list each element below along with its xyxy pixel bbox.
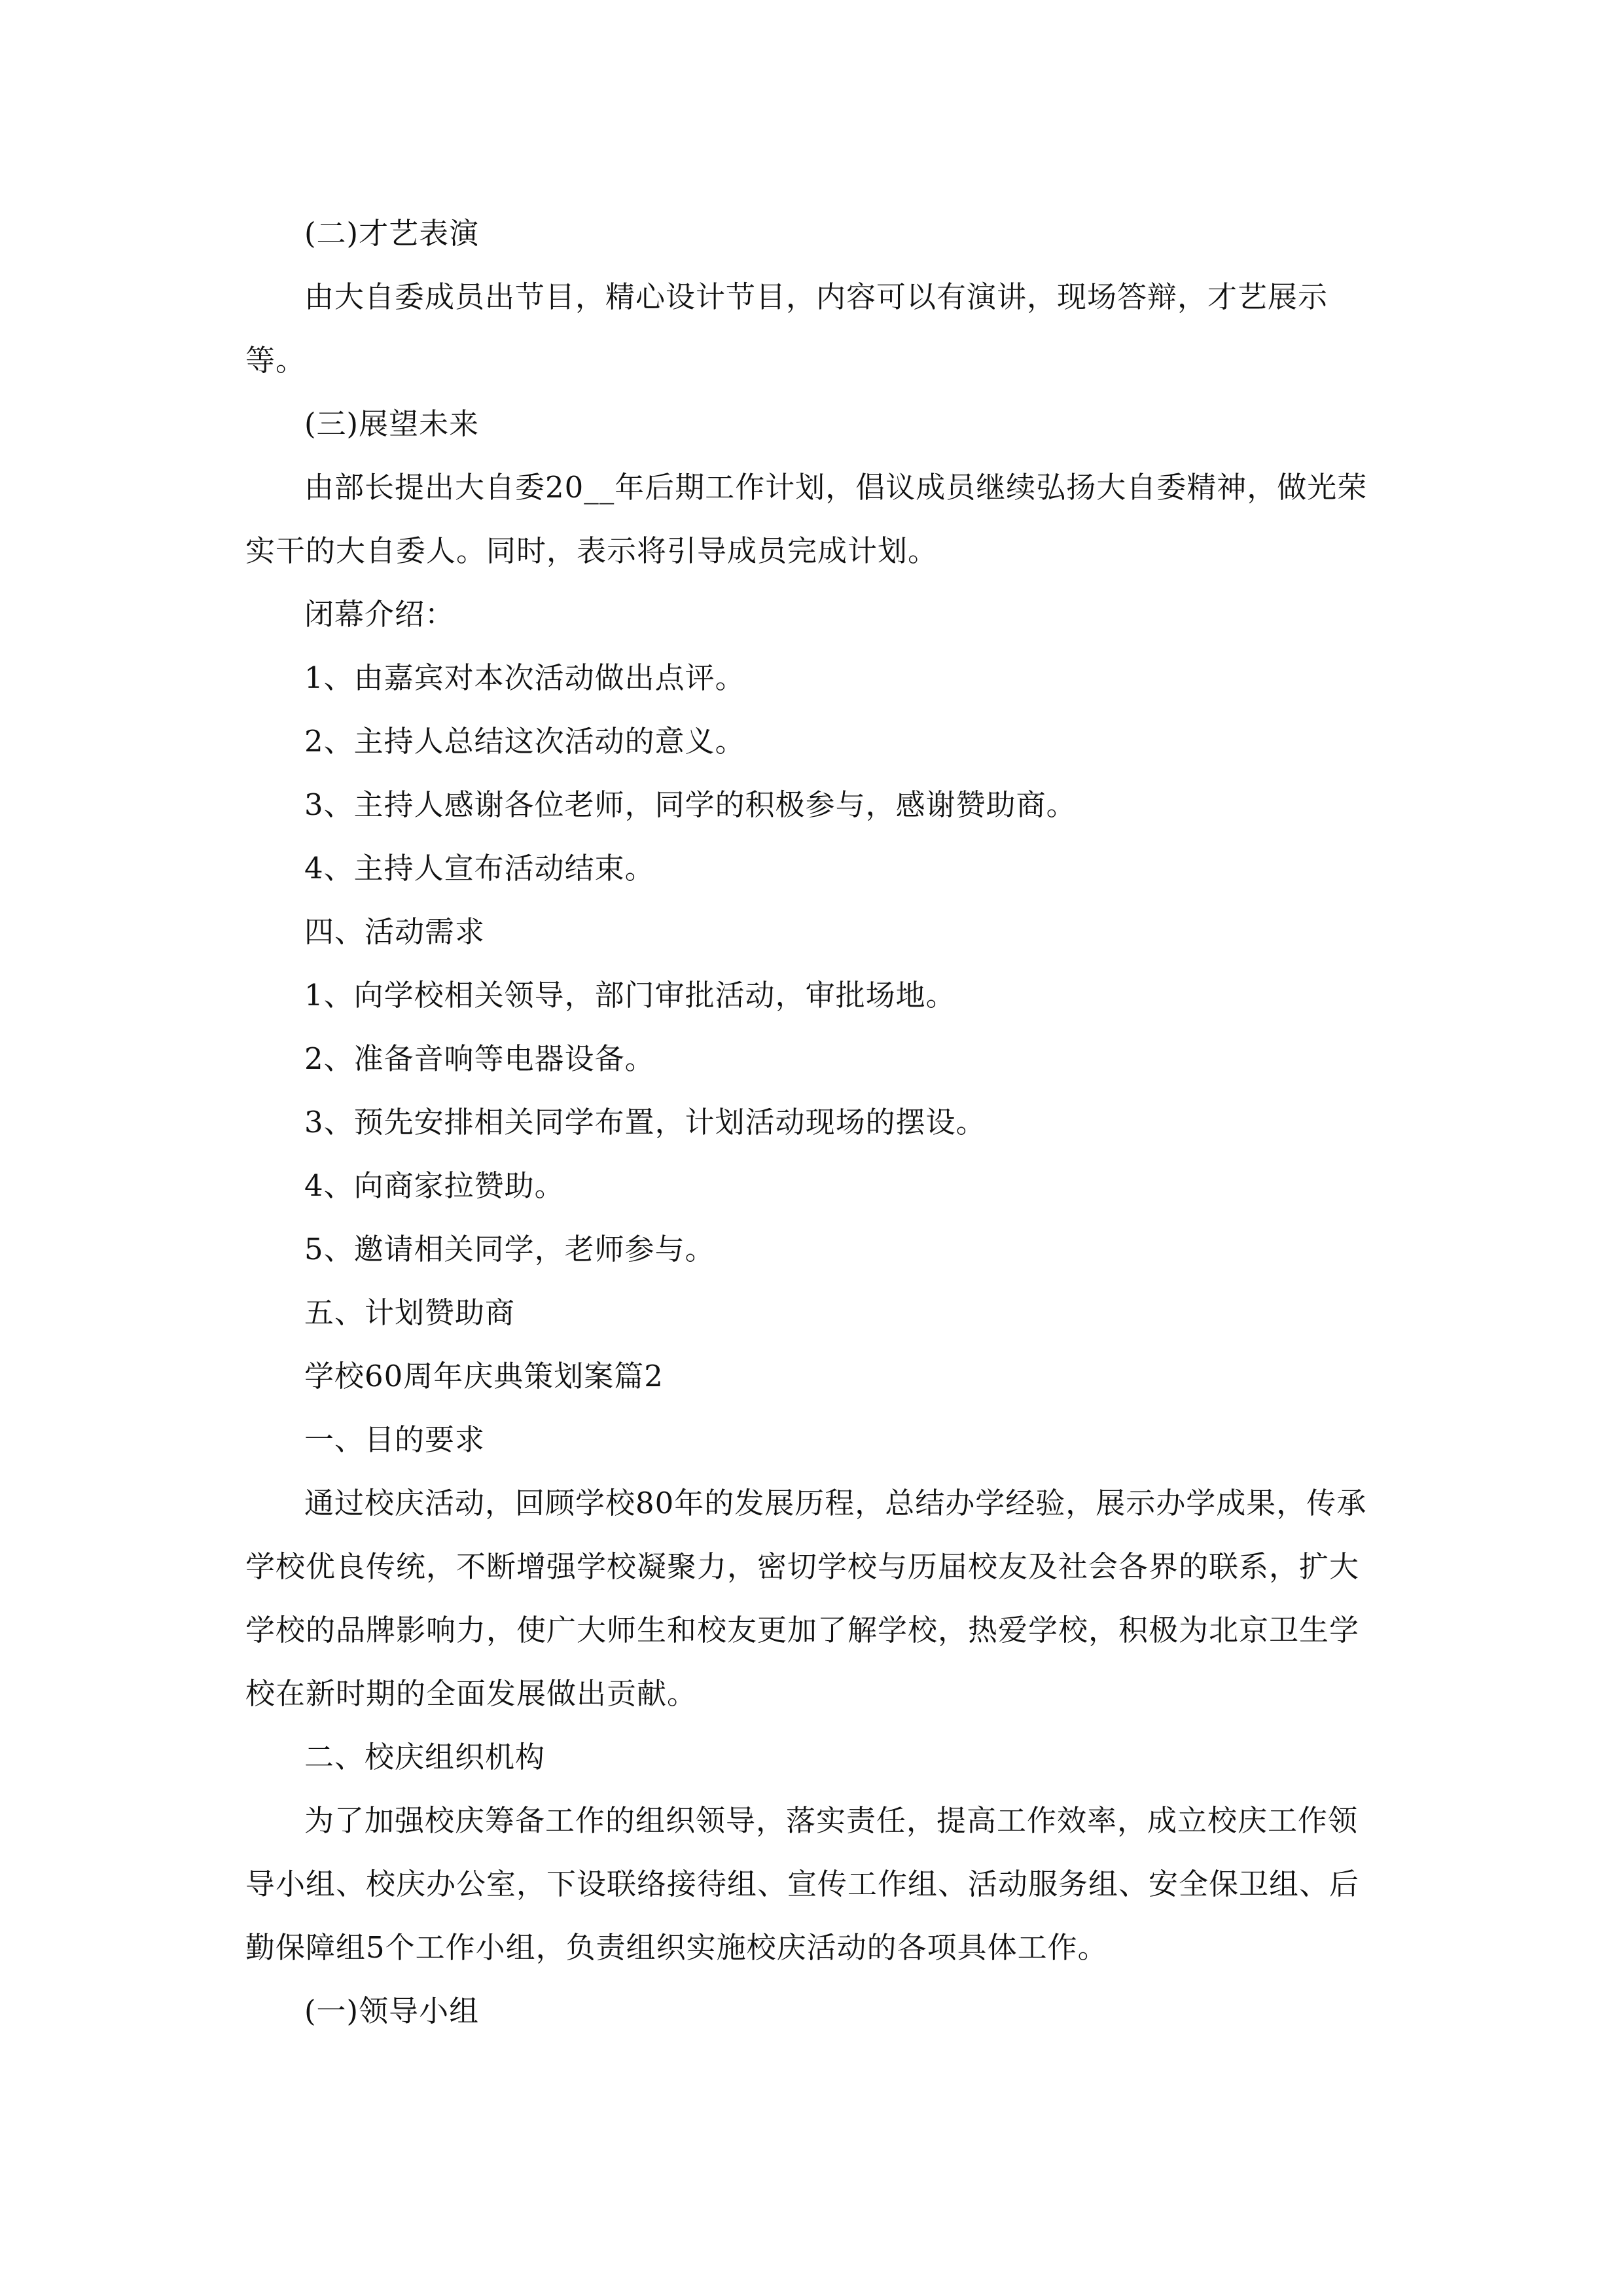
list-item: 4、向商家拉赞助。	[304, 1168, 565, 1203]
paragraph-purpose: 通过校庆活动，回顾学校80年的发展历程，总结办学经验，展示办学成果，传承学校优良传统，不断增强学校凝聚力，密切学校与历届校友及社会各界的联系，扩大学校的品牌影响力，使广大师生和校友更加了解学校，热爱学校，积极为北京卫生学校在新时期的全面发展做出贡献。	[245, 1486, 1367, 1711]
paragraph-talent-show: 由大自委成员出节目，精心设计节目，内容可以有演讲，现场答辩，才艺展示等。	[245, 279, 1329, 378]
paragraph-outlook: 由部长提出大自委20__年后期工作计划，倡议成员继续弘扬大自委精神，做光荣实干的大自委人。同时，表示将引导成员完成计划。	[245, 470, 1368, 568]
document-body	[245, 202, 1378, 2043]
heading-leadership-group: (一)领导小组	[304, 1994, 480, 2028]
heading-outlook: (三)展望未来	[304, 406, 480, 441]
list-item: 3、主持人感谢各位老师，同学的积极参与，感谢赞助商。	[304, 787, 1077, 822]
list-item: 4、主持人宣布活动结束。	[304, 851, 655, 886]
heading-closing: 闭幕介绍：	[304, 597, 455, 632]
heading-sponsors: 五、计划赞助商	[304, 1295, 516, 1330]
heading-organization: 二、校庆组织机构	[304, 1740, 546, 1774]
section-title: 学校60周年庆典策划案篇2	[304, 1359, 664, 1393]
list-item: 5、邀请相关同学，老师参与。	[304, 1232, 715, 1266]
heading-talent-show: (二)才艺表演	[304, 216, 480, 251]
heading-activity-needs: 四、活动需求	[304, 914, 486, 949]
heading-purpose: 一、目的要求	[304, 1422, 486, 1457]
list-item: 2、准备音响等电器设备。	[304, 1041, 655, 1076]
list-item: 1、向学校相关领导，部门审批活动，审批场地。	[304, 978, 956, 1013]
paragraph-organization: 为了加强校庆筹备工作的组织领导，落实责任，提高工作效率，成立校庆工作领导小组、校庆办公室，下设联络接待组、宣传工作组、活动服务组、安全保卫组、后勤保障组5个工作小组，负责组织实施校庆活动的各项具体工作。	[245, 1803, 1360, 1965]
list-item: 1、由嘉宾对本次活动做出点评。	[304, 660, 745, 695]
list-item: 2、主持人总结这次活动的意义。	[304, 724, 745, 759]
list-item: 3、预先安排相关同学布置，计划活动现场的摆设。	[304, 1105, 986, 1139]
